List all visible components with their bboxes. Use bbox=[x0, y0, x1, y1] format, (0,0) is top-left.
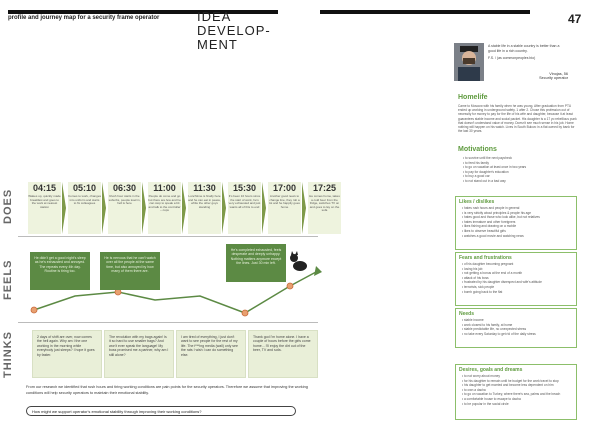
row-label-feels: FEELS bbox=[2, 259, 14, 301]
cat-illustration-icon bbox=[290, 251, 307, 271]
timeline-step: 11:30 Lunchtime is finally here and he can eat in peace, while the other guys standing bbox=[188, 182, 221, 234]
emotion-point bbox=[31, 307, 37, 313]
timeline-step: 17:00 Another good news to change line, they rob a lot and he happily goes home bbox=[268, 182, 301, 234]
row-label-thinks: THINKS bbox=[2, 331, 14, 379]
research-summary: From our research we identified that rush hours and tiring working conditions are pain points for the security operators. Therefore we assume that improving the working conditions will help security operators to maintain their emotional stability. bbox=[26, 385, 308, 395]
arrowhead bbox=[314, 266, 322, 276]
document-title: profile and journey map for a security frame operator bbox=[8, 15, 160, 21]
timeline-step: 06:30 Rush hour starts in the suburbs, people load in, hell is here bbox=[108, 182, 141, 234]
persona-quote: A stable life in a stable country is better than a good life in a rich country. F.S. / (as commonpeoples bio) bbox=[488, 44, 560, 61]
timeline-step: 15:30 It's been 10 hours since the start of work, he's very exhausted and just wants all of this to end bbox=[228, 182, 261, 234]
emotion-point bbox=[242, 310, 248, 316]
thought-card: 2 days of shift are over, now comes the hell again. Why am I the one working in the morning while everybody just sleeps? I hope it goes by faster. bbox=[32, 330, 102, 378]
feeling-note: He didn't get a good night's sleep as he's exhausted and annoyed. The repeats every 4th day. Routine is tiring too. bbox=[30, 252, 90, 290]
feeling-note: He is nervous that he can't watch over all the people at the same time, but also annoyed by how many of them there are. bbox=[100, 252, 160, 290]
thought-card: Thank god I'm home alone. I have a couple of hours before the girls come home... I'll enjoy the dirt out of the beer, TV and sofa. bbox=[248, 330, 318, 378]
avatar-icon bbox=[454, 43, 484, 81]
feeling-note: He's completed exhausted, feels desperate and deeply unhappy. Nothing matters anymore except the lines. Just 30 min left. bbox=[226, 244, 286, 282]
desires-box: Desires, goals and dreams • to not worry about money • for his daughter to remain until he budget for the work travel to stop • his daughter to get married and become less dependent on him • to own a dacha • to go on vacation to Turkey, where there's sea, palms and the beach • a comfortable house to escape to dacha • to be popular in the social circle bbox=[455, 364, 577, 420]
how-might-we-question: How might we support operator's emotional stability through improving their working conditions? bbox=[26, 406, 296, 416]
timeline-step: 17:25 He comes home, takes a cold beer from the fridge, switches TV on and goes to lay on the sofa bbox=[308, 182, 341, 234]
timeline-step: 11:00 People do come and go but there are few and he can stop to speak a bit and talk to the controller – cops bbox=[148, 182, 181, 234]
timeline-step: 05:10 Comes to work, changes into uniform and starts to fix colleagues bbox=[68, 182, 101, 234]
thought-card: I am tired of everything, I just don't want to see people for the rest of my life. The f***ing media (wall) only see the rats I wish I can do something else. bbox=[176, 330, 246, 378]
motivations-heading: Motivations bbox=[458, 146, 497, 153]
persona-name: Vinojas, 56 Security operator bbox=[539, 72, 568, 80]
thought-card: The revolution with my bags again! Is it so hard to use smaller bags? And won't ever speak the language! My boss promised me a partner, why am I still alone? bbox=[104, 330, 174, 378]
fears-box: Fears and frustrations • of his daughter becoming pregnant • losing his job • not getting a bonus at the end of a month • attack of his boss • frustrated by his daughter disrespect and wife's attitude • terrorists, sick people • bomb going back to the flat bbox=[455, 252, 577, 306]
homelife-text: Came to Moscow with his family when he was young. After graduation from PTU ended up working in underground safety. 1 after 2. Chose this profession out of necessity for money to pay for the life of his wife and daughter, because it at least guarantees stable income and social packet. His daughter is a 17 yo rebellious punk that doesn't understand value of money. Doesn't see much sense in his job. Home nothing will happen on his watch. Lives in South Bulovo in a flat owned by bank for the last 30 years. bbox=[458, 104, 577, 134]
row-label-does: DOES bbox=[2, 188, 14, 224]
likes-box: Likes / dislikes • hates rush hours and people in general • is very strictly about principles & people his age • hates good and those who look alike, but not relatives • hates immature and other foreigners • likes fishing and drawing on a mobile • likes to observe beautiful girls • watches a good movie and watching news bbox=[455, 196, 577, 250]
page-number: 47 bbox=[568, 12, 582, 26]
homelife-heading: Homelife bbox=[458, 94, 488, 101]
timeline-step: 04:15 Wakes up, quickly made breakfast and goes to the work at nearest station bbox=[28, 182, 61, 234]
emotion-point bbox=[287, 283, 293, 289]
section-title: IDEA DEVELOP- MENT bbox=[197, 9, 271, 52]
persona-photo bbox=[454, 43, 484, 81]
needs-box: Needs • stable income • work closest to his family, at home • stable predictable life, no unexpected stress • no take every Saturday to get rid of the daily stress bbox=[455, 308, 577, 348]
motivations-list: • to survive until the next paycheck • to feed his family • to go on vacation at least once in two years • to pay for daughter's education • to buy a good car • to not stand out in a bad way bbox=[458, 156, 579, 184]
